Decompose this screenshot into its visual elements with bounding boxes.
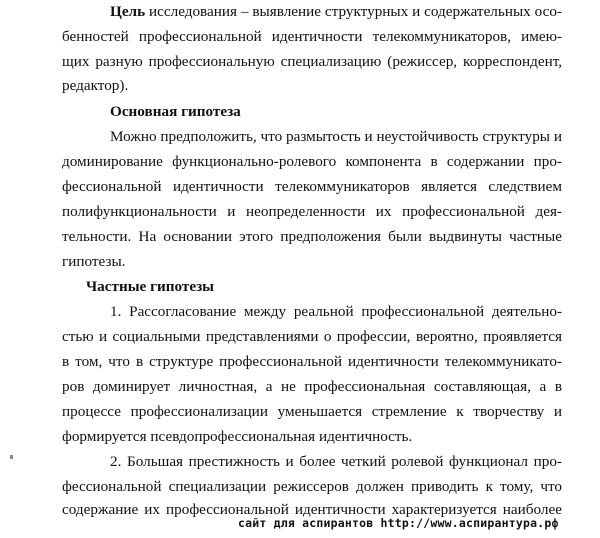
main-hypothesis-line-2: доминирование функционально-ролевого компонента в содержании про- <box>62 153 562 170</box>
hypothesis-2-line-3: содержание их профессиональной идентичности характеризуется наиболее <box>62 501 562 518</box>
goal-line-4: редактор). <box>62 77 129 94</box>
main-hypothesis-heading: Основная гипотеза <box>110 103 241 120</box>
hypothesis-1-line-2: стью и социальными представлениями о профессии, вероятно, проявляется <box>62 328 562 345</box>
partial-hypotheses-heading: Частные гипотезы <box>86 278 215 295</box>
hypothesis-2-line-1: 2. Большая престижность и более четкий ролевой функционал про- <box>110 453 562 470</box>
main-hypothesis-line-5: тельности. На основании этого предположения были выдвинуты частные <box>62 228 562 245</box>
hypothesis-1-line-3: в том, что в структуре профессиональной идентичности телекоммуникато- <box>62 353 562 370</box>
scan-speck <box>10 455 13 459</box>
main-hypothesis-line-6: гипотезы. <box>62 253 126 270</box>
hypothesis-1-line-6: формируется псевдопрофессиональная идентичность. <box>62 428 413 445</box>
site-watermark: сайт для аспирантов http://www.аспирантура.рф <box>238 516 559 530</box>
hypothesis-2-line-2: фессиональной специализации режиссеров должен приводить к тому, что <box>62 478 562 495</box>
main-hypothesis-line-1: Можно предположить, что размытость и неустойчивость структуры и <box>110 128 562 145</box>
main-hypothesis-line-4: полифункциональности и неопределенности их профессиональной дея- <box>62 203 562 220</box>
goal-line-3: щих разную профессиональную специализацию (режиссер, корреспондент, <box>62 53 562 70</box>
hypothesis-1-line-4: ров доминирует личностная, а не профессиональная составляющая, а в <box>62 378 562 395</box>
goal-line-1 <box>110 2 562 22</box>
goal-lead: Цель <box>110 3 146 20</box>
main-hypothesis-line-3: фессиональной идентичности телекоммуникаторов является следствием <box>62 178 562 195</box>
hypothesis-1-line-5: процессе профессионализации уменьшается стремление к творчеству и <box>62 403 562 420</box>
hypothesis-1-line-1: 1. Рассогласование между реальной профессиональной деятельно- <box>110 303 562 320</box>
goal-line-1-rest: исследования – выявление структурных и содержательных осо- <box>145 3 562 20</box>
goal-line-2: бенностей профессиональной идентичности телекоммуникаторов, имею- <box>62 28 562 45</box>
